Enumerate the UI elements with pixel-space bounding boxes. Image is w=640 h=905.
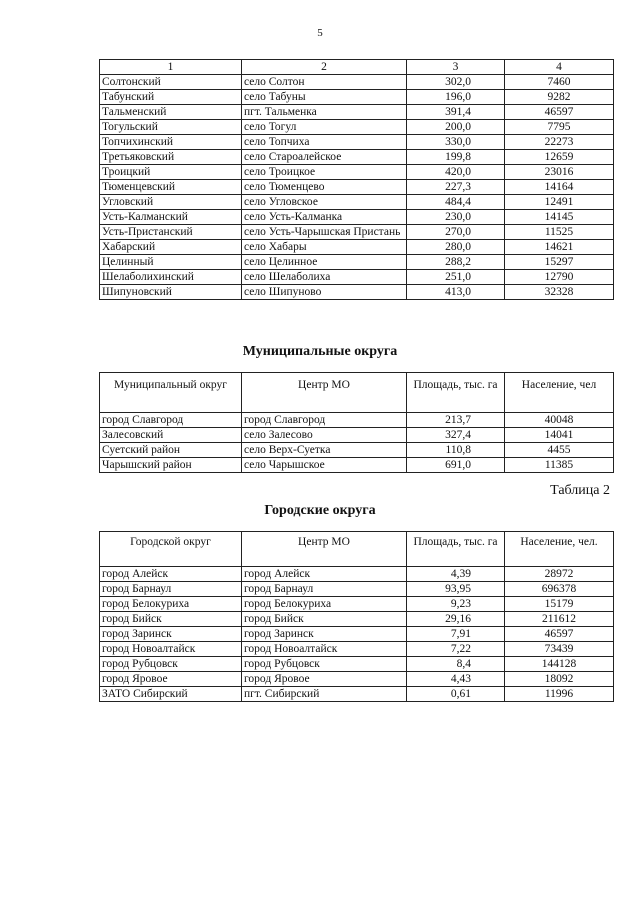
column-header: 3 <box>407 60 505 75</box>
table-cell: 144128 <box>505 657 614 672</box>
table-cell: город Алейск <box>242 567 407 582</box>
table-cell: Троицкий <box>100 165 242 180</box>
table-row <box>100 90 614 105</box>
table-row <box>100 105 614 120</box>
table-row <box>100 195 614 210</box>
table-row <box>100 270 614 285</box>
table-row <box>100 687 614 702</box>
page-number: 5 <box>317 27 323 39</box>
table-cell: 7,22 <box>407 642 505 657</box>
urban-districts-table <box>99 531 614 702</box>
table-cell: 302,0 <box>407 75 505 90</box>
table-cell: город Рубцовск <box>100 657 242 672</box>
table-cell: село Тогул <box>242 120 407 135</box>
table-cell: 46597 <box>505 105 614 120</box>
table-cell: 9282 <box>505 90 614 105</box>
table-cell: 413,0 <box>407 285 505 300</box>
table-cell: 15297 <box>505 255 614 270</box>
table-cell: 9,23 <box>407 597 505 612</box>
table-row <box>100 597 614 612</box>
table-cell: 29,16 <box>407 612 505 627</box>
table-row <box>100 150 614 165</box>
table-cell: Целинный <box>100 255 242 270</box>
table-row <box>100 413 614 428</box>
table-cell: Топчихинский <box>100 135 242 150</box>
table-cell: город Новоалтайск <box>242 642 407 657</box>
column-header: Население, чел <box>505 373 614 413</box>
table-cell: Шелаболихинский <box>100 270 242 285</box>
table-cell: село Усть-Чарышская Пристань <box>242 225 407 240</box>
table-cell: 22273 <box>505 135 614 150</box>
column-header: Городской округ <box>100 532 242 567</box>
table-cell: город Яровое <box>242 672 407 687</box>
table-row <box>100 582 614 597</box>
table-cell: ЗАТО Сибирский <box>100 687 242 702</box>
table-row <box>100 75 614 90</box>
table-row <box>100 672 614 687</box>
table-cell: село Хабары <box>242 240 407 255</box>
table-body <box>100 413 614 473</box>
table-cell: село Троицкое <box>242 165 407 180</box>
table-row <box>100 567 614 582</box>
table-row <box>100 210 614 225</box>
table-cell: село Целинное <box>242 255 407 270</box>
table-cell: 230,0 <box>407 210 505 225</box>
table-cell: пгт. Сибирский <box>242 687 407 702</box>
table-row <box>100 165 614 180</box>
table-cell: 251,0 <box>407 270 505 285</box>
table-cell: 110,8 <box>407 443 505 458</box>
table-cell: 7795 <box>505 120 614 135</box>
table-cell: Тюменцевский <box>100 180 242 195</box>
table-cell: город Заринск <box>242 627 407 642</box>
table-cell: 23016 <box>505 165 614 180</box>
table-cell: Чарышский район <box>100 458 242 473</box>
municipal-section-title: Муниципальные округа <box>242 344 398 359</box>
table-cell: 12491 <box>505 195 614 210</box>
column-header: Центр МО <box>242 373 407 413</box>
table-cell: 691,0 <box>407 458 505 473</box>
table-cell: 73439 <box>505 642 614 657</box>
table-cell: 11385 <box>505 458 614 473</box>
table-cell: 15179 <box>505 597 614 612</box>
table-cell: 11996 <box>505 687 614 702</box>
table-cell: 18092 <box>505 672 614 687</box>
table-cell: 4,43 <box>407 672 505 687</box>
table-cell: город Яровое <box>100 672 242 687</box>
table-cell: 14621 <box>505 240 614 255</box>
table-cell: 7,91 <box>407 627 505 642</box>
column-header: Население, чел. <box>505 532 614 567</box>
table-row <box>100 458 614 473</box>
table-cell: село Залесово <box>242 428 407 443</box>
table-cell: село Староалейское <box>242 150 407 165</box>
table-cell: Тогульский <box>100 120 242 135</box>
table-cell: 93,95 <box>407 582 505 597</box>
column-header: Площадь, тыс. га <box>407 373 505 413</box>
table-cell: 696378 <box>505 582 614 597</box>
table-cell: 227,3 <box>407 180 505 195</box>
table-cell: село Угловское <box>242 195 407 210</box>
table-cell: 46597 <box>505 627 614 642</box>
table-cell: 4455 <box>505 443 614 458</box>
column-header: 2 <box>242 60 407 75</box>
table-cell: город Славгород <box>100 413 242 428</box>
table-cell: город Бийск <box>242 612 407 627</box>
table-cell: 32328 <box>505 285 614 300</box>
table-cell: село Солтон <box>242 75 407 90</box>
table-cell: 280,0 <box>407 240 505 255</box>
table-cell: Третьяковский <box>100 150 242 165</box>
table-cell: 330,0 <box>407 135 505 150</box>
table-cell: 12790 <box>505 270 614 285</box>
table-cell: 270,0 <box>407 225 505 240</box>
table-cell: город Заринск <box>100 627 242 642</box>
table-cell: 200,0 <box>407 120 505 135</box>
table-cell: 199,8 <box>407 150 505 165</box>
table-cell: Табунский <box>100 90 242 105</box>
table-cell: Суетский район <box>100 443 242 458</box>
column-header: Центр МО <box>242 532 407 567</box>
column-header: Муниципальный округ <box>100 373 242 413</box>
table-cell: Угловский <box>100 195 242 210</box>
table-cell: город Бийск <box>100 612 242 627</box>
table-row <box>100 255 614 270</box>
table-cell: 288,2 <box>407 255 505 270</box>
table-cell: село Шелаболиха <box>242 270 407 285</box>
table-body <box>100 75 614 300</box>
table-header-row <box>100 373 614 413</box>
table-cell: Усть-Пристанский <box>100 225 242 240</box>
table-cell: город Барнаул <box>100 582 242 597</box>
table-row <box>100 180 614 195</box>
table-cell: село Усть-Калманка <box>242 210 407 225</box>
table-row <box>100 657 614 672</box>
table-cell: Шипуновский <box>100 285 242 300</box>
table-row <box>100 240 614 255</box>
table-cell: село Тюменцево <box>242 180 407 195</box>
table-row <box>100 120 614 135</box>
table-cell: 391,4 <box>407 105 505 120</box>
table-cell: город Белокуриха <box>242 597 407 612</box>
table-header-row <box>100 532 614 567</box>
table-cell: Тальменский <box>100 105 242 120</box>
table-cell: 11525 <box>505 225 614 240</box>
table-cell: город Алейск <box>100 567 242 582</box>
table-cell: город Барнаул <box>242 582 407 597</box>
table-cell: пгт. Тальменка <box>242 105 407 120</box>
table-cell: 40048 <box>505 413 614 428</box>
urban-section-title: Городские округа <box>264 503 376 518</box>
table-cell: город Рубцовск <box>242 657 407 672</box>
table-row <box>100 285 614 300</box>
table-cell: город Белокуриха <box>100 597 242 612</box>
table-cell: Солтонский <box>100 75 242 90</box>
table-cell: Хабарский <box>100 240 242 255</box>
table-cell: 484,4 <box>407 195 505 210</box>
table-cell: 213,7 <box>407 413 505 428</box>
table-cell: 327,4 <box>407 428 505 443</box>
table-row <box>100 135 614 150</box>
table-row <box>100 443 614 458</box>
column-header: 4 <box>505 60 614 75</box>
table-cell: село Верх-Суетка <box>242 443 407 458</box>
table-cell: 7460 <box>505 75 614 90</box>
table-row <box>100 225 614 240</box>
table-cell: село Чарышское <box>242 458 407 473</box>
table-cell: село Шипуново <box>242 285 407 300</box>
table-row <box>100 612 614 627</box>
table-cell: 28972 <box>505 567 614 582</box>
table-cell: 211612 <box>505 612 614 627</box>
table-cell: 14164 <box>505 180 614 195</box>
municipal-districts-table <box>99 372 614 473</box>
table-cell: 14041 <box>505 428 614 443</box>
column-header: Площадь, тыс. га <box>407 532 505 567</box>
table-row <box>100 428 614 443</box>
table-cell: город Новоалтайск <box>100 642 242 657</box>
table-header-row <box>100 60 614 75</box>
table-cell: 12659 <box>505 150 614 165</box>
table-cell: Залесовский <box>100 428 242 443</box>
table-cell: 0,61 <box>407 687 505 702</box>
table-cell: город Славгород <box>242 413 407 428</box>
table-row <box>100 642 614 657</box>
table-body <box>100 567 614 702</box>
table-cell: село Топчиха <box>242 135 407 150</box>
table-cell: 196,0 <box>407 90 505 105</box>
districts-table-continued <box>99 59 614 300</box>
column-header: 1 <box>100 60 242 75</box>
table-cell: 14145 <box>505 210 614 225</box>
table-row <box>100 627 614 642</box>
table-2-label: Таблица 2 <box>550 483 610 498</box>
table-cell: Усть-Калманский <box>100 210 242 225</box>
table-cell: 420,0 <box>407 165 505 180</box>
table-cell: 4,39 <box>407 567 505 582</box>
table-cell: село Табуны <box>242 90 407 105</box>
table-cell: 8,4 <box>407 657 505 672</box>
